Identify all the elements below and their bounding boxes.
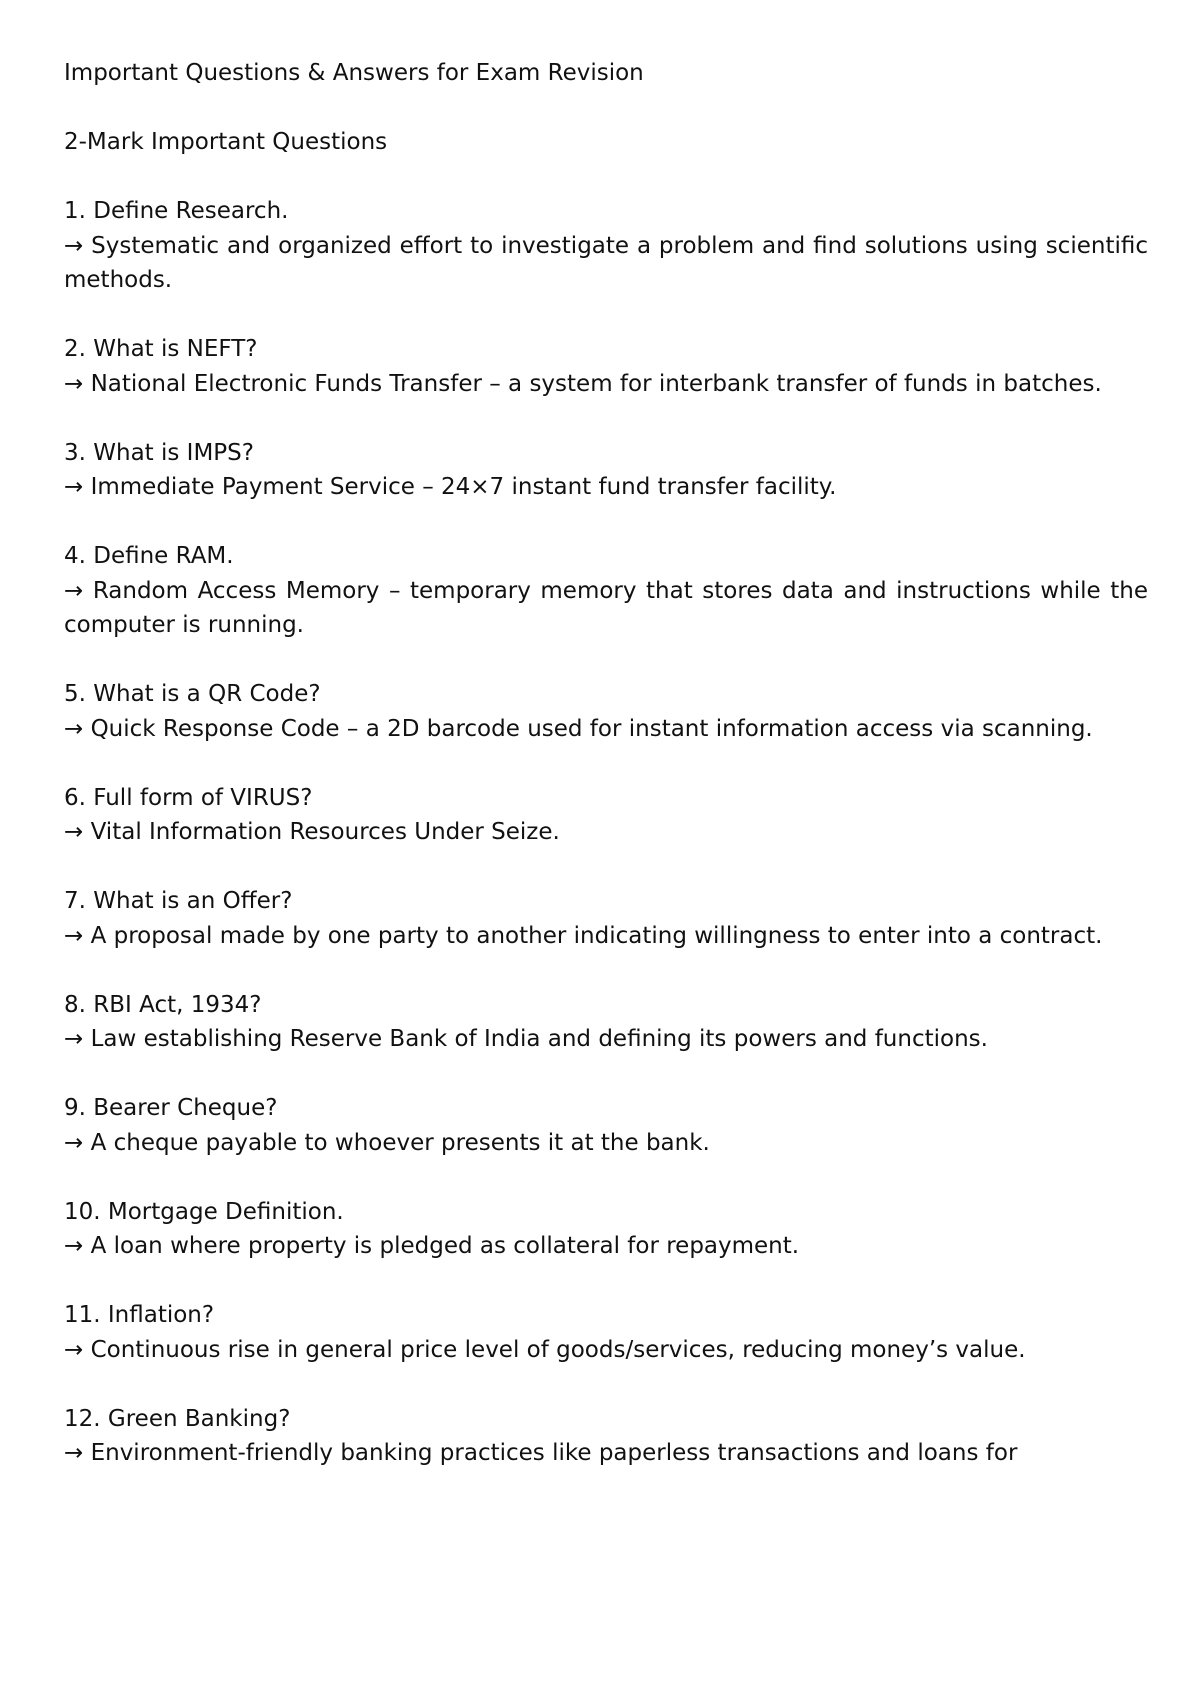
question-item <box>64 194 1148 298</box>
answer-text: → Quick Response Code – a 2D barcode used for instant information access via scanning. <box>64 715 1093 742</box>
answer-text: → Continuous rise in general price level of goods/services, reducing money’s value. <box>64 1336 1026 1363</box>
document-page <box>64 56 1148 1471</box>
question-item <box>64 332 1148 401</box>
answer-text: → Systematic and organized effort to investigate a problem and find solutions using scientific methods. <box>64 232 1148 293</box>
answer-text: → A loan where property is pledged as collateral for repayment. <box>64 1233 800 1259</box>
question-item <box>64 677 1148 746</box>
answer-text: → A cheque payable to whoever presents it at the bank. <box>64 1129 710 1156</box>
question-text: 10. Mortgage Definition. <box>64 1198 344 1225</box>
question-text: 6. Full form of VIRUS? <box>64 784 313 811</box>
question-text: 3. What is IMPS? <box>64 439 254 466</box>
question-text: 8. RBI Act, 1934? <box>64 991 262 1018</box>
question-item <box>64 539 1148 643</box>
question-item <box>64 1195 1148 1264</box>
question-text: 12. Green Banking? <box>64 1405 291 1432</box>
answer-text: → National Electronic Funds Transfer – a system for interbank transfer of funds in batches. <box>64 370 1102 397</box>
question-item <box>64 1298 1148 1367</box>
answer-text: → Random Access Memory – temporary memory that stores data and instructions while the computer is running. <box>64 577 1148 638</box>
question-item <box>64 1402 1148 1471</box>
answer-text: → Law establishing Reserve Bank of India and defining its powers and functions. <box>64 1026 988 1052</box>
section-heading: 2-Mark Important Questions <box>64 129 388 155</box>
question-text: 11. Inflation? <box>64 1302 215 1328</box>
question-text: 9. Bearer Cheque? <box>64 1095 278 1121</box>
answer-text: → A proposal made by one party to another indicating willingness to enter into a contract. <box>64 922 1103 949</box>
question-item <box>64 436 1148 505</box>
question-item <box>64 1091 1148 1160</box>
question-item <box>64 781 1148 850</box>
question-text: 5. What is a QR Code? <box>64 681 321 707</box>
answer-text: → Vital Information Resources Under Seize. <box>64 819 560 845</box>
question-item <box>64 884 1148 953</box>
question-item <box>64 988 1148 1057</box>
question-text: 4. Define RAM. <box>64 543 234 569</box>
question-text: 7. What is an Offer? <box>64 888 293 914</box>
answer-text: → Environment-friendly banking practices like paperless transactions and loans for <box>64 1440 1018 1466</box>
document-title: Important Questions & Answers for Exam Revision <box>64 60 644 86</box>
question-text: 2. What is NEFT? <box>64 336 258 362</box>
answer-text: → Immediate Payment Service – 24×7 instant fund transfer facility. <box>64 474 837 500</box>
question-text: 1. Define Research. <box>64 198 289 224</box>
